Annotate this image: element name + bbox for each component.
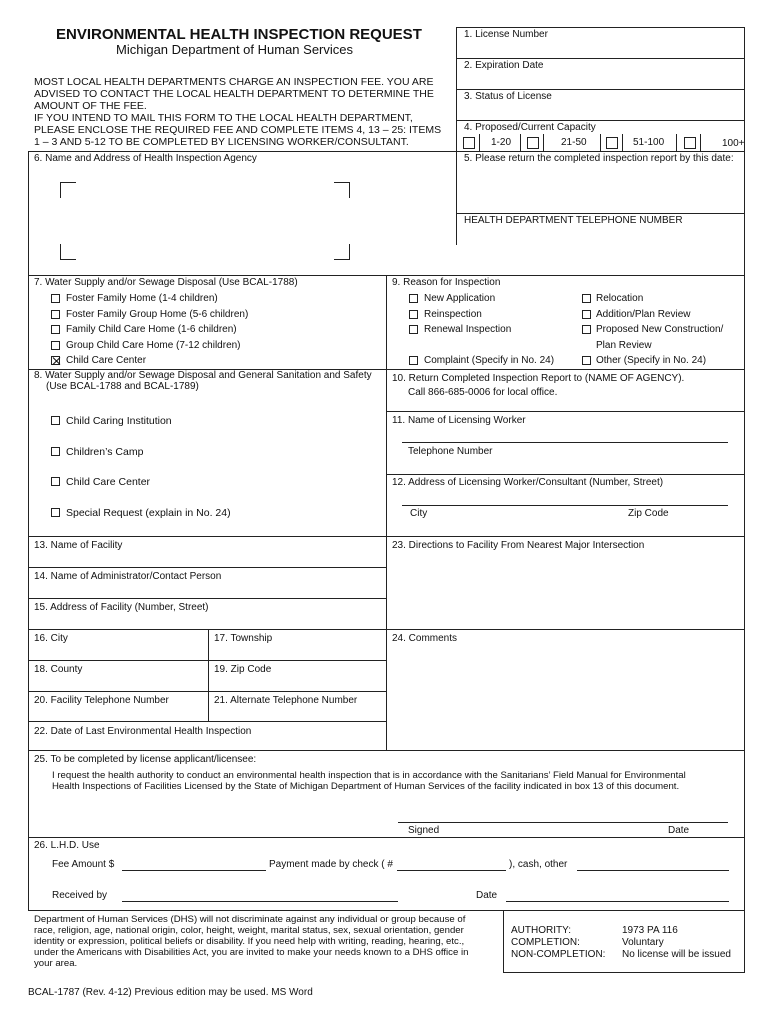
lhd-label: 26. L.H.D. Use bbox=[34, 840, 100, 851]
facility-phone-label: 20. Facility Telephone Number bbox=[34, 695, 169, 706]
facility-alt-phone-label: 21. Alternate Telephone Number bbox=[214, 695, 358, 706]
capacity-label: 4. Proposed/Current Capacity bbox=[464, 122, 596, 133]
form-title: ENVIRONMENTAL HEALTH INSPECTION REQUEST bbox=[56, 26, 422, 43]
directions-field[interactable] bbox=[387, 553, 743, 628]
sanitation-item-label: Children’s Camp bbox=[66, 446, 144, 458]
reason-checkbox[interactable] bbox=[409, 310, 418, 319]
facility-address-label: 15. Address of Facility (Number, Street) bbox=[34, 602, 209, 613]
completion-label: COMPLETION: bbox=[511, 937, 580, 948]
water-item-label: Child Care Center bbox=[66, 355, 147, 366]
return-report-phone: Call 866-685-0006 for local office. bbox=[408, 387, 558, 398]
form-subtitle: Michigan Department of Human Services bbox=[116, 42, 353, 57]
cash-other-label: ), cash, other bbox=[509, 859, 568, 870]
facility-alt-phone-field[interactable] bbox=[209, 708, 385, 721]
reason-checkbox[interactable] bbox=[582, 325, 591, 334]
worker-name-field[interactable] bbox=[402, 442, 728, 443]
capacity-option: 1-20 bbox=[491, 137, 512, 148]
check-number-field[interactable] bbox=[397, 870, 506, 871]
corner-mark-icon bbox=[334, 182, 350, 198]
sanitation-label: 8. Water Supply and/or Sewage Disposal and General Sanitation and Safety bbox=[34, 370, 372, 381]
reason-checkbox[interactable] bbox=[409, 294, 418, 303]
worker-address-field[interactable] bbox=[402, 505, 728, 506]
reason-option: New Application bbox=[424, 293, 496, 304]
reason-checkbox[interactable] bbox=[582, 294, 591, 303]
worker-zip-label: Zip Code bbox=[628, 508, 669, 519]
signature-field[interactable] bbox=[398, 822, 728, 823]
notice-line: race, religion, age, national origin, color, height, weight, marital status, sex, sexual orientation, gender bbox=[34, 925, 464, 936]
reason-checkbox[interactable] bbox=[409, 325, 418, 334]
agency-label: 6. Name and Address of Health Inspection Agency bbox=[34, 153, 257, 164]
status-of-license-label: 3. Status of License bbox=[464, 91, 552, 102]
last-inspection-field[interactable] bbox=[29, 739, 385, 750]
water-item-label: Foster Family Home (1-4 children) bbox=[66, 293, 218, 304]
facility-name-label: 13. Name of Facility bbox=[34, 540, 123, 551]
reason-option: Other (Specify in No. 24) bbox=[596, 355, 707, 366]
worker-phone-label: Telephone Number bbox=[408, 446, 493, 457]
corner-mark-icon bbox=[60, 182, 76, 198]
directions-label: 23. Directions to Facility From Nearest Major Intersection bbox=[392, 540, 645, 551]
capacity-21-50-checkbox[interactable] bbox=[527, 137, 539, 149]
reason-option: Relocation bbox=[596, 293, 644, 304]
water-supply-label: 7. Water Supply and/or Sewage Disposal (Use BCAL-1788) bbox=[34, 277, 298, 288]
notice-line: PLEASE ENCLOSE THE REQUIRED FEE AND COMPLETE ITEMS 4, 13 – 25: ITEMS bbox=[34, 124, 442, 136]
notice-line: Department of Human Services (DHS) will not discriminate against any individual or group because of bbox=[34, 914, 466, 925]
reason-checkbox[interactable] bbox=[582, 356, 591, 365]
signed-date-label: Date bbox=[668, 825, 690, 836]
facility-county-field[interactable] bbox=[29, 677, 207, 691]
capacity-100-plus-checkbox[interactable] bbox=[684, 137, 696, 149]
sanitation-item-checkbox[interactable] bbox=[51, 447, 60, 456]
notice-line: 1 – 3 AND 5-12 TO BE COMPLETED BY LICENSING WORKER/CONSULTANT. bbox=[34, 136, 409, 148]
capacity-option: 51-100 bbox=[633, 137, 665, 148]
fee-amount-field[interactable] bbox=[122, 870, 266, 871]
form-id: BCAL-1787 (Rev. 4-12) Previous edition may be used. MS Word bbox=[28, 987, 313, 998]
reason-option-continued: Plan Review bbox=[596, 340, 652, 351]
received-date-label: Date bbox=[476, 890, 498, 901]
comments-field[interactable] bbox=[387, 646, 743, 749]
capacity-51-100-checkbox[interactable] bbox=[606, 137, 618, 149]
reason-checkbox[interactable] bbox=[409, 356, 418, 365]
applicant-statement: I request the health authority to conduct an environmental health inspection that is in accordance with the Sanitarians’ Field Manual for Environmental bbox=[52, 770, 686, 781]
capacity-option: 21-50 bbox=[561, 137, 587, 148]
capacity-option: 100+ bbox=[722, 138, 745, 149]
sanitation-item-checkbox[interactable] bbox=[51, 416, 60, 425]
water-item-checkbox[interactable] bbox=[51, 341, 60, 350]
sanitation-item-label: Child Care Center bbox=[66, 476, 151, 488]
water-item-label: Foster Family Group Home (5-6 children) bbox=[66, 309, 249, 320]
water-item-checkbox[interactable] bbox=[51, 310, 60, 319]
applicant-statement: Health Inspections of Facilities Licensed by the State of Michigan Department of Human Services of the facility indicated in box 13 of this document. bbox=[52, 781, 680, 792]
authority-value: 1973 PA 116 bbox=[622, 925, 678, 936]
notice-line: your area. bbox=[34, 958, 78, 969]
water-item-checkbox[interactable] bbox=[51, 325, 60, 334]
sanitation-item-label: Child Caring Institution bbox=[66, 415, 172, 427]
expiration-date-label: 2. Expiration Date bbox=[464, 60, 544, 71]
facility-zip-field[interactable] bbox=[209, 677, 385, 691]
admin-name-label: 14. Name of Administrator/Contact Person bbox=[34, 571, 222, 582]
facility-county-label: 18. County bbox=[34, 664, 83, 675]
noncompletion-label: NON-COMPLETION: bbox=[511, 949, 606, 960]
reason-option: Reinspection bbox=[424, 309, 482, 320]
received-by-field[interactable] bbox=[122, 901, 398, 902]
facility-name-field[interactable] bbox=[29, 553, 385, 567]
worker-city-label: City bbox=[410, 508, 428, 519]
received-by-label: Received by bbox=[52, 890, 108, 901]
sanitation-item-label: Special Request (explain in No. 24) bbox=[66, 507, 231, 519]
facility-city-label: 16. City bbox=[34, 633, 68, 644]
payment-other-field[interactable] bbox=[577, 870, 729, 871]
water-item-checkbox[interactable] bbox=[51, 294, 60, 303]
notice-line: identity or expression, political beliefs or disability. If you need help with writing, reading, hearing, etc., bbox=[34, 936, 465, 947]
status-of-license-field[interactable] bbox=[457, 104, 743, 119]
notice-line: MOST LOCAL HEALTH DEPARTMENTS CHARGE AN INSPECTION FEE. YOU ARE bbox=[34, 76, 434, 88]
worker-name-label: 11. Name of Licensing Worker bbox=[392, 415, 526, 426]
reason-option: Renewal Inspection bbox=[424, 324, 512, 335]
facility-address-field[interactable] bbox=[29, 615, 385, 629]
corner-mark-icon bbox=[60, 244, 76, 260]
corner-mark-icon bbox=[334, 244, 350, 260]
return-date-label: 5. Please return the completed inspection report by this date: bbox=[464, 153, 734, 164]
expiration-date-field[interactable] bbox=[457, 73, 743, 88]
agency-address-field[interactable] bbox=[60, 182, 350, 260]
hd-phone-field[interactable] bbox=[457, 228, 743, 244]
completion-value: Voluntary bbox=[622, 937, 664, 948]
license-number-field[interactable] bbox=[457, 42, 743, 57]
return-report-label: 10. Return Completed Inspection Report to (NAME OF AGENCY). bbox=[392, 373, 685, 384]
facility-zip-label: 19. Zip Code bbox=[214, 664, 272, 675]
authority-label: AUTHORITY: bbox=[511, 925, 572, 936]
admin-name-field[interactable] bbox=[29, 584, 385, 598]
capacity-1-20-checkbox[interactable] bbox=[463, 137, 475, 149]
sanitation-label: (Use BCAL-1788 and BCAL-1789) bbox=[46, 381, 199, 392]
signed-label: Signed bbox=[408, 825, 440, 836]
noncompletion-value: No license will be issued bbox=[622, 949, 731, 960]
water-item-checkbox-checked[interactable] bbox=[51, 356, 60, 365]
reason-option: Complaint (Specify in No. 24) bbox=[424, 355, 555, 366]
facility-township-field[interactable] bbox=[209, 646, 385, 660]
reason-option: Addition/Plan Review bbox=[596, 309, 691, 320]
facility-township-label: 17. Township bbox=[214, 633, 273, 644]
worker-address-label: 12. Address of Licensing Worker/Consultant (Number, Street) bbox=[392, 477, 664, 488]
comments-label: 24. Comments bbox=[392, 633, 458, 644]
water-item-label: Family Child Care Home (1-6 children) bbox=[66, 324, 237, 335]
license-number-label: 1. License Number bbox=[464, 29, 548, 40]
return-date-field[interactable] bbox=[457, 166, 743, 211]
sanitation-item-checkbox[interactable] bbox=[51, 508, 60, 517]
last-inspection-label: 22. Date of Last Environmental Health Inspection bbox=[34, 726, 252, 737]
notice-line: ADVISED TO CONTACT THE LOCAL HEALTH DEPARTMENT TO DETERMINE THE bbox=[34, 88, 434, 100]
payment-label: Payment made by check ( # bbox=[269, 859, 393, 870]
reason-checkbox[interactable] bbox=[582, 310, 591, 319]
hd-phone-label: HEALTH DEPARTMENT TELEPHONE NUMBER bbox=[464, 215, 683, 226]
reason-option: Proposed New Construction/ bbox=[596, 324, 724, 335]
notice-line: under the Americans with Disabilities Act, you are invited to make your needs known to a DHS office in bbox=[34, 947, 469, 958]
fee-amount-label: Fee Amount $ bbox=[52, 859, 115, 870]
facility-phone-field[interactable] bbox=[29, 708, 207, 721]
notice-line: AMOUNT OF THE FEE. bbox=[34, 100, 147, 112]
reason-label: 9. Reason for Inspection bbox=[392, 277, 501, 288]
notice-line: IF YOU INTEND TO MAIL THIS FORM TO THE LOCAL HEALTH DEPARTMENT, bbox=[34, 112, 413, 124]
received-date-field[interactable] bbox=[506, 901, 729, 902]
sanitation-item-checkbox[interactable] bbox=[51, 477, 60, 486]
water-item-label: Group Child Care Home (7-12 children) bbox=[66, 340, 241, 351]
facility-city-field[interactable] bbox=[29, 646, 207, 660]
applicant-label: 25. To be completed by license applicant/licensee: bbox=[34, 754, 257, 765]
